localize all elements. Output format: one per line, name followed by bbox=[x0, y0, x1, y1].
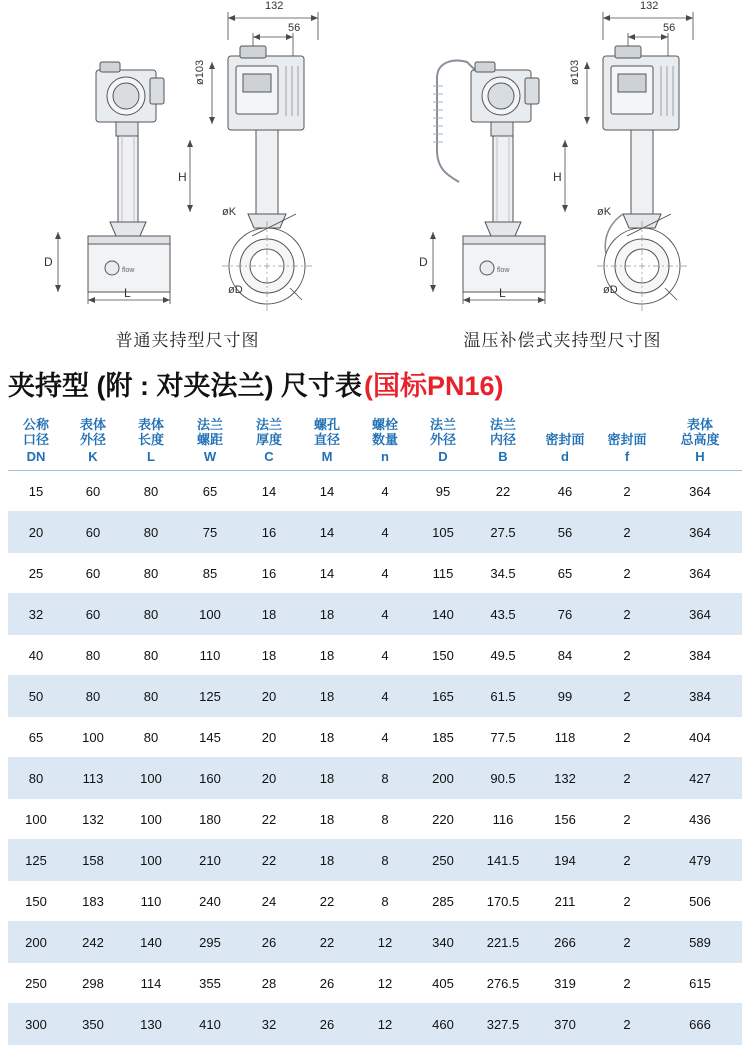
dim-inner-width-left: 56 bbox=[288, 22, 301, 34]
table-cell: 34.5 bbox=[472, 553, 534, 594]
table-cell: 2 bbox=[596, 676, 658, 717]
standard-clamp-diagram bbox=[0, 0, 375, 318]
dim-height-right: H bbox=[553, 170, 562, 184]
table-row bbox=[8, 799, 742, 840]
table-row bbox=[8, 922, 742, 963]
table-cell: 4 bbox=[356, 512, 414, 553]
svg-text:flow: flow bbox=[122, 267, 135, 274]
table-cell: 80 bbox=[122, 717, 180, 758]
table-cell: 2 bbox=[596, 922, 658, 963]
table-cell: 460 bbox=[414, 1004, 472, 1045]
header-b: 法兰 内径 B bbox=[472, 413, 534, 471]
header-k: 表体 外径 K bbox=[64, 413, 122, 471]
drawings-area bbox=[0, 0, 750, 318]
table-cell: 180 bbox=[180, 799, 240, 840]
table-cell: 200 bbox=[8, 922, 64, 963]
table-cell: 80 bbox=[122, 635, 180, 676]
table-row bbox=[8, 717, 742, 758]
table-cell: 24 bbox=[240, 881, 298, 922]
table-row bbox=[8, 471, 742, 512]
table-cell: 160 bbox=[180, 758, 240, 799]
caption-temp-pressure-clamp: 温压补偿式夹持型尺寸图 bbox=[463, 330, 662, 350]
table-cell: 26 bbox=[298, 1004, 356, 1045]
table-cell: 18 bbox=[298, 799, 356, 840]
table-cell: 266 bbox=[534, 922, 596, 963]
header-d: 法兰 外径 D bbox=[414, 413, 472, 471]
dim-bolt-circle-right: øK bbox=[597, 206, 612, 218]
table-cell: 46 bbox=[534, 471, 596, 512]
table-cell: 49.5 bbox=[472, 635, 534, 676]
table-cell: 220 bbox=[414, 799, 472, 840]
table-cell: 158 bbox=[64, 840, 122, 881]
table-cell: 479 bbox=[658, 840, 742, 881]
table-cell: 118 bbox=[534, 717, 596, 758]
header-dn: 公称 口径 DN bbox=[8, 413, 64, 471]
table-cell: 615 bbox=[658, 963, 742, 1004]
dim-body-l-right: L bbox=[499, 286, 506, 300]
header-l: 表体 长度 L bbox=[122, 413, 180, 471]
table-row bbox=[8, 512, 742, 553]
dim-body-d-left: D bbox=[44, 255, 53, 269]
table-cell: 384 bbox=[658, 635, 742, 676]
table-cell: 32 bbox=[240, 1004, 298, 1045]
table-cell: 80 bbox=[122, 676, 180, 717]
table-cell: 65 bbox=[180, 471, 240, 512]
table-cell: 25 bbox=[8, 553, 64, 594]
table-header-row bbox=[8, 413, 742, 471]
table-cell: 4 bbox=[356, 635, 414, 676]
title-main-text: 夹持型 (附 : 对夹法兰) 尺寸表 bbox=[8, 371, 362, 401]
table-cell: 2 bbox=[596, 594, 658, 635]
table-cell: 60 bbox=[64, 512, 122, 553]
dim-flange-d-left: øD bbox=[228, 284, 243, 296]
table-cell: 410 bbox=[180, 1004, 240, 1045]
table-cell: 589 bbox=[658, 922, 742, 963]
table-cell: 2 bbox=[596, 512, 658, 553]
table-cell: 350 bbox=[64, 1004, 122, 1045]
table-cell: 18 bbox=[298, 758, 356, 799]
caption-standard-clamp: 普通夹持型尺寸图 bbox=[115, 330, 260, 350]
dim-flange-d-right: øD bbox=[603, 284, 618, 296]
table-cell: 4 bbox=[356, 471, 414, 512]
table-cell: 240 bbox=[180, 881, 240, 922]
table-cell: 8 bbox=[356, 840, 414, 881]
table-cell: 18 bbox=[298, 594, 356, 635]
table-cell: 506 bbox=[658, 881, 742, 922]
table-cell: 26 bbox=[298, 963, 356, 1004]
table-cell: 2 bbox=[596, 963, 658, 1004]
table-cell: 364 bbox=[658, 512, 742, 553]
table-cell: 110 bbox=[180, 635, 240, 676]
table-cell: 14 bbox=[240, 471, 298, 512]
table-cell: 60 bbox=[64, 553, 122, 594]
table-cell: 2 bbox=[596, 717, 658, 758]
dim-inner-width-right: 56 bbox=[663, 22, 676, 34]
table-cell: 140 bbox=[122, 922, 180, 963]
table-cell: 2 bbox=[596, 799, 658, 840]
table-cell: 132 bbox=[64, 799, 122, 840]
table-cell: 18 bbox=[240, 635, 298, 676]
table-cell: 384 bbox=[658, 676, 742, 717]
table-cell: 12 bbox=[356, 922, 414, 963]
table-cell: 18 bbox=[298, 676, 356, 717]
table-cell: 60 bbox=[64, 594, 122, 635]
table-cell: 80 bbox=[122, 512, 180, 553]
table-cell: 250 bbox=[414, 840, 472, 881]
table-cell: 242 bbox=[64, 922, 122, 963]
table-cell: 22 bbox=[298, 881, 356, 922]
svg-text:flow: flow bbox=[497, 267, 510, 274]
table-row bbox=[8, 758, 742, 799]
table-cell: 250 bbox=[8, 963, 64, 1004]
dim-top-width-left: 132 bbox=[265, 0, 284, 12]
table-cell: 76 bbox=[534, 594, 596, 635]
table-cell: 16 bbox=[240, 553, 298, 594]
table-row bbox=[8, 553, 742, 594]
table-cell: 125 bbox=[180, 676, 240, 717]
table-cell: 80 bbox=[122, 471, 180, 512]
table-cell: 43.5 bbox=[472, 594, 534, 635]
table-cell: 2 bbox=[596, 1004, 658, 1045]
table-cell: 200 bbox=[414, 758, 472, 799]
dim-top-width-right: 132 bbox=[640, 0, 659, 12]
table-cell: 4 bbox=[356, 717, 414, 758]
table-cell: 4 bbox=[356, 594, 414, 635]
table-row bbox=[8, 1004, 742, 1045]
table-cell: 8 bbox=[356, 758, 414, 799]
table-cell: 14 bbox=[298, 512, 356, 553]
drawing-standard-clamp bbox=[0, 0, 375, 318]
table-cell: 12 bbox=[356, 1004, 414, 1045]
table-cell: 150 bbox=[414, 635, 472, 676]
table-cell: 22 bbox=[298, 922, 356, 963]
table-cell: 18 bbox=[240, 594, 298, 635]
table-cell: 20 bbox=[240, 717, 298, 758]
table-cell: 77.5 bbox=[472, 717, 534, 758]
table-cell: 75 bbox=[180, 512, 240, 553]
dim-height-left: H bbox=[178, 170, 187, 184]
table-cell: 2 bbox=[596, 881, 658, 922]
table-cell: 370 bbox=[534, 1004, 596, 1045]
dimension-table bbox=[8, 413, 742, 1045]
table-cell: 355 bbox=[180, 963, 240, 1004]
table-cell: 405 bbox=[414, 963, 472, 1004]
header-w: 法兰 螺距 W bbox=[180, 413, 240, 471]
table-cell: 22 bbox=[240, 840, 298, 881]
table-cell: 327.5 bbox=[472, 1004, 534, 1045]
table-cell: 14 bbox=[298, 471, 356, 512]
header-c: 法兰 厚度 C bbox=[240, 413, 298, 471]
table-cell: 113 bbox=[64, 758, 122, 799]
table-cell: 100 bbox=[180, 594, 240, 635]
table-cell: 145 bbox=[180, 717, 240, 758]
table-row bbox=[8, 881, 742, 922]
dim-body-l-left: L bbox=[124, 286, 131, 300]
table-cell: 26 bbox=[240, 922, 298, 963]
table-cell: 298 bbox=[64, 963, 122, 1004]
table-cell: 99 bbox=[534, 676, 596, 717]
header-n: 螺栓 数量 n bbox=[356, 413, 414, 471]
temp-pressure-clamp-diagram bbox=[375, 0, 750, 318]
table-cell: 115 bbox=[414, 553, 472, 594]
table-cell: 40 bbox=[8, 635, 64, 676]
table-cell: 22 bbox=[472, 471, 534, 512]
table-cell: 2 bbox=[596, 471, 658, 512]
table-cell: 28 bbox=[240, 963, 298, 1004]
table-cell: 4 bbox=[356, 676, 414, 717]
table-cell: 404 bbox=[658, 717, 742, 758]
dim-diameter-right: ø103 bbox=[569, 59, 581, 85]
table-cell: 364 bbox=[658, 594, 742, 635]
table-cell: 211 bbox=[534, 881, 596, 922]
table-cell: 20 bbox=[240, 758, 298, 799]
table-cell: 100 bbox=[122, 799, 180, 840]
table-cell: 2 bbox=[596, 840, 658, 881]
table-cell: 165 bbox=[414, 676, 472, 717]
table-cell: 183 bbox=[64, 881, 122, 922]
table-cell: 295 bbox=[180, 922, 240, 963]
table-cell: 95 bbox=[414, 471, 472, 512]
table-row bbox=[8, 676, 742, 717]
table-cell: 85 bbox=[180, 553, 240, 594]
table-cell: 65 bbox=[8, 717, 64, 758]
table-cell: 210 bbox=[180, 840, 240, 881]
dim-diameter-left: ø103 bbox=[194, 59, 206, 85]
table-cell: 285 bbox=[414, 881, 472, 922]
table-cell: 80 bbox=[122, 594, 180, 635]
table-row bbox=[8, 963, 742, 1004]
table-cell: 364 bbox=[658, 471, 742, 512]
title-standard-badge: (国标PN16) bbox=[363, 371, 504, 401]
table-cell: 185 bbox=[414, 717, 472, 758]
table-cell: 150 bbox=[8, 881, 64, 922]
table-cell: 60 bbox=[64, 471, 122, 512]
table-cell: 100 bbox=[8, 799, 64, 840]
table-cell: 2 bbox=[596, 758, 658, 799]
table-cell: 22 bbox=[240, 799, 298, 840]
table-cell: 110 bbox=[122, 881, 180, 922]
table-cell: 100 bbox=[64, 717, 122, 758]
table-cell: 50 bbox=[8, 676, 64, 717]
table-cell: 16 bbox=[240, 512, 298, 553]
table-cell: 105 bbox=[414, 512, 472, 553]
table-cell: 20 bbox=[240, 676, 298, 717]
table-cell: 61.5 bbox=[472, 676, 534, 717]
table-cell: 80 bbox=[8, 758, 64, 799]
dim-body-d-right: D bbox=[419, 255, 428, 269]
table-cell: 20 bbox=[8, 512, 64, 553]
table-cell: 90.5 bbox=[472, 758, 534, 799]
header-seal-d: 密封面 d bbox=[534, 413, 596, 471]
drawing-captions bbox=[0, 318, 750, 358]
table-cell: 84 bbox=[534, 635, 596, 676]
table-cell: 80 bbox=[64, 676, 122, 717]
table-cell: 114 bbox=[122, 963, 180, 1004]
table-cell: 12 bbox=[356, 963, 414, 1004]
table-cell: 116 bbox=[472, 799, 534, 840]
header-h: 表体 总高度 H bbox=[658, 413, 742, 471]
header-seal-f: 密封面 f bbox=[596, 413, 658, 471]
table-cell: 364 bbox=[658, 553, 742, 594]
table-cell: 436 bbox=[658, 799, 742, 840]
table-cell: 100 bbox=[122, 840, 180, 881]
table-cell: 427 bbox=[658, 758, 742, 799]
table-cell: 8 bbox=[356, 799, 414, 840]
table-cell: 666 bbox=[658, 1004, 742, 1045]
table-cell: 319 bbox=[534, 963, 596, 1004]
table-row bbox=[8, 594, 742, 635]
table-cell: 130 bbox=[122, 1004, 180, 1045]
table-cell: 4 bbox=[356, 553, 414, 594]
table-cell: 14 bbox=[298, 553, 356, 594]
table-cell: 156 bbox=[534, 799, 596, 840]
dim-bolt-circle-left: øK bbox=[222, 206, 237, 218]
table-cell: 141.5 bbox=[472, 840, 534, 881]
table-cell: 80 bbox=[64, 635, 122, 676]
table-row bbox=[8, 635, 742, 676]
table-body bbox=[8, 471, 742, 1045]
header-m: 螺孔 直径 M bbox=[298, 413, 356, 471]
page-title bbox=[0, 358, 750, 413]
table-cell: 2 bbox=[596, 553, 658, 594]
table-cell: 2 bbox=[596, 635, 658, 676]
table-cell: 194 bbox=[534, 840, 596, 881]
drawing-temp-pressure-clamp bbox=[375, 0, 750, 318]
table-cell: 170.5 bbox=[472, 881, 534, 922]
table-cell: 18 bbox=[298, 840, 356, 881]
table-cell: 132 bbox=[534, 758, 596, 799]
table-cell: 56 bbox=[534, 512, 596, 553]
table-cell: 80 bbox=[122, 553, 180, 594]
table-cell: 27.5 bbox=[472, 512, 534, 553]
table-cell: 18 bbox=[298, 635, 356, 676]
table-cell: 276.5 bbox=[472, 963, 534, 1004]
table-cell: 125 bbox=[8, 840, 64, 881]
table-cell: 300 bbox=[8, 1004, 64, 1045]
table-cell: 100 bbox=[122, 758, 180, 799]
table-cell: 140 bbox=[414, 594, 472, 635]
table-cell: 221.5 bbox=[472, 922, 534, 963]
table-cell: 32 bbox=[8, 594, 64, 635]
table-cell: 15 bbox=[8, 471, 64, 512]
table-cell: 65 bbox=[534, 553, 596, 594]
table-cell: 18 bbox=[298, 717, 356, 758]
table-row bbox=[8, 840, 742, 881]
table-cell: 8 bbox=[356, 881, 414, 922]
table-cell: 340 bbox=[414, 922, 472, 963]
